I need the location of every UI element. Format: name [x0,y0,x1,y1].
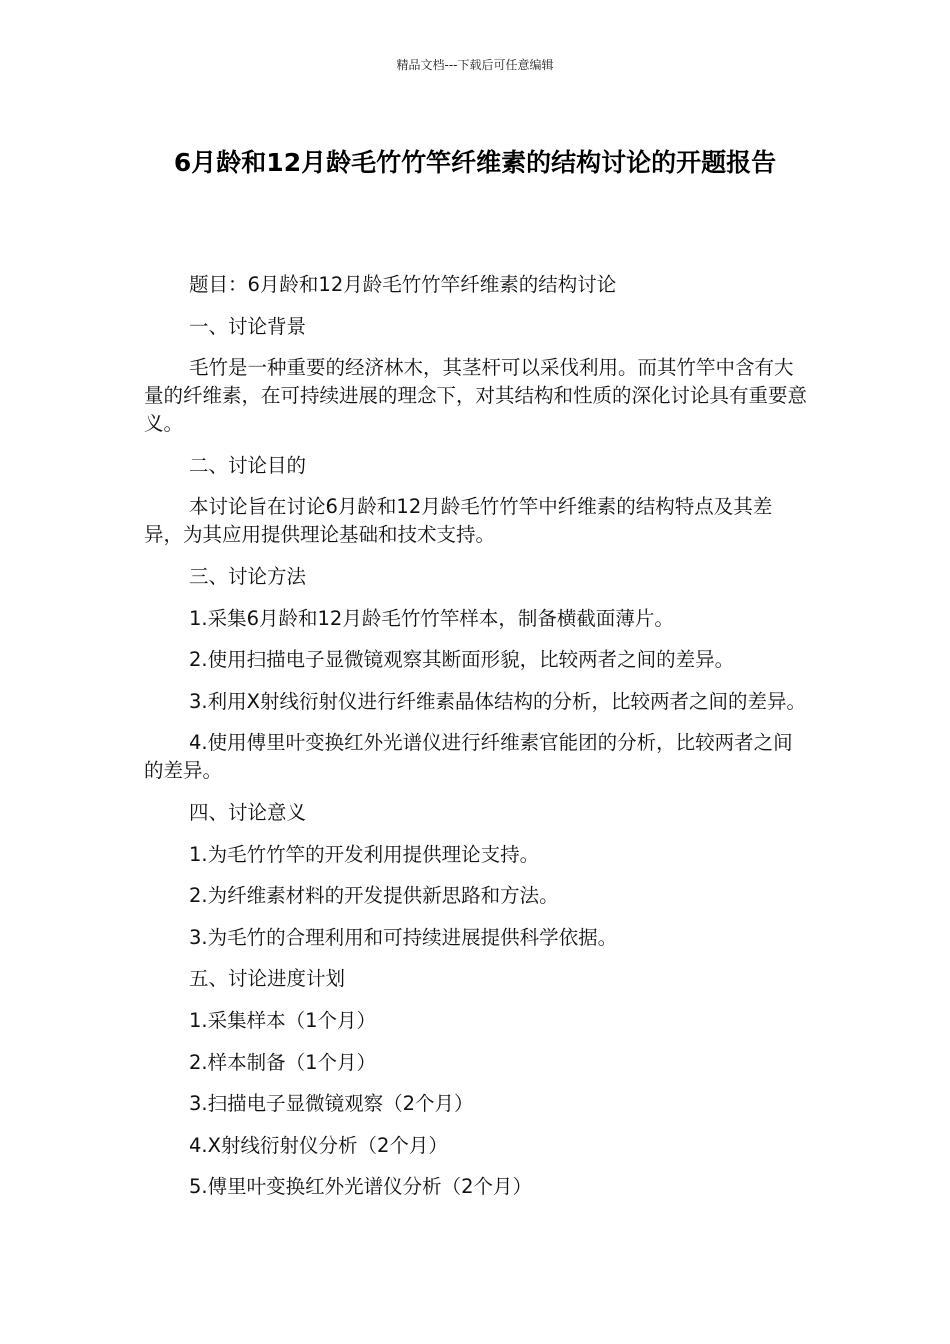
page-header: 精品文档---下载后可任意编辑 [396,58,554,72]
schedule-item-1: 1.采集样本（1个月） [189,1008,377,1032]
section-heading-purpose: 二、讨论目的 [189,453,307,477]
significance-item-1: 1.为毛竹竹竿的开发利用提供理论支持。 [189,842,540,866]
significance-item-3: 3.为毛竹的合理利用和可持续进展提供科学依据。 [189,925,618,949]
schedule-item-4: 4.X射线衍射仪分析（2个月） [189,1133,448,1157]
section-heading-schedule: 五、讨论进度计划 [189,967,346,991]
schedule-item-3: 3.扫描电子显微镜观察（2个月） [189,1092,474,1116]
method-item-2: 2.使用扫描电子显微镜观察其断面形貌，比较两者之间的差异。 [189,648,735,672]
section-heading-significance: 四、讨论意义 [189,800,307,824]
section-heading-method: 三、讨论方法 [189,564,307,588]
document-body [144,271,809,1215]
paragraph-purpose: 本讨论旨在讨论6月龄和12月龄毛竹竹竿中纤维素的结构特点及其差异，为其应用提供理论基础和技术支持。 [144,495,773,547]
paragraph-topic: 题目：6月龄和12月龄毛竹竹竿纤维素的结构讨论 [189,273,617,296]
document-title: 6月龄和12月龄毛竹竹竿纤维素的结构讨论的开题报告 [173,148,777,177]
paragraph-background: 毛竹是一种重要的经济林木，其茎杆可以采伐利用。而其竹竿中含有大量的纤维素，在可持续进展的理念下，对其结构和性质的深化讨论具有重要意义。 [144,356,808,436]
schedule-item-5: 5.傅里叶变换红外光谱仪分析（2个月） [189,1175,533,1199]
method-item-3: 3.利用X射线衍射仪进行纤维素晶体结构的分析，比较两者之间的差异。 [189,689,806,713]
significance-item-2: 2.为纤维素材料的开发提供新思路和方法。 [189,884,559,908]
section-heading-background: 一、讨论背景 [189,314,307,338]
method-item-1: 1.采集6月龄和12月龄毛竹竹竿样本，制备横截面薄片。 [189,606,674,630]
method-item-4: 4.使用傅里叶变换红外光谱仪进行纤维素官能团的分析，比较两者之间的差异。 [144,731,793,783]
schedule-item-2: 2.样本制备（1个月） [189,1050,377,1074]
